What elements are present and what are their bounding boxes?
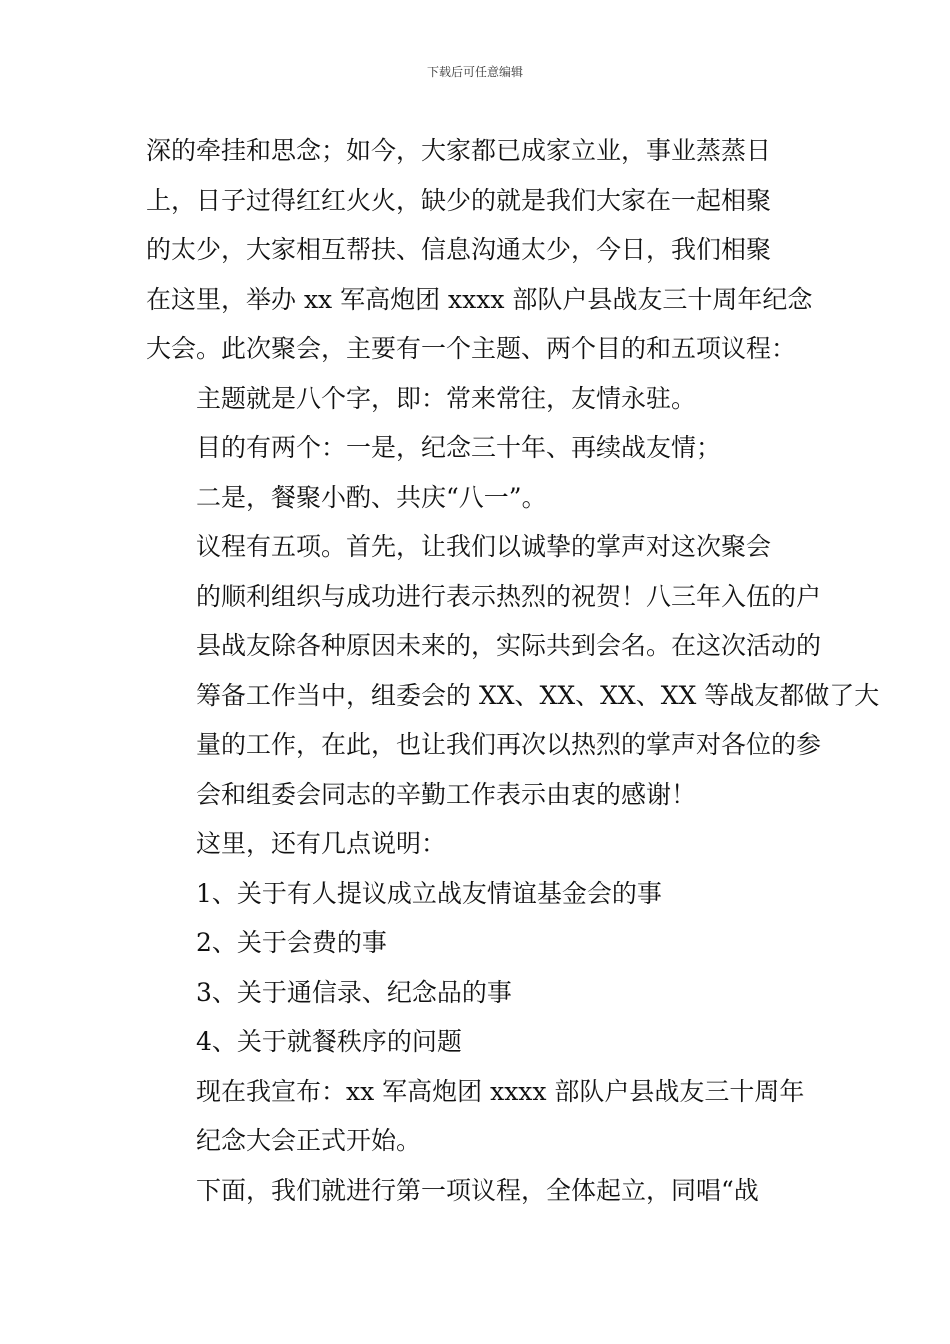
- list-item-2: [146, 918, 808, 968]
- paragraph-announcement: [146, 1067, 808, 1166]
- text-line: 下面，我们就进行第一项议程，全体起立，同唱“战: [196, 1175, 759, 1205]
- paragraph-purpose-one: [146, 423, 808, 473]
- text-line: 3、关于通信录、纪念品的事: [196, 977, 512, 1007]
- paragraph-first-agenda: [146, 1166, 808, 1216]
- text-line: 的太少，大家相互帮扶、信息沟通太少，今日，我们相聚: [146, 235, 772, 264]
- text-line: 的顺利组织与成功进行表示热烈的祝贺！八三年入伍的户: [196, 581, 822, 611]
- text-line: 纪念大会正式开始。: [196, 1126, 422, 1155]
- paragraph-agenda: [146, 522, 880, 819]
- text-line: 目的有两个：一是，纪念三十年、再续战友情；: [196, 433, 722, 462]
- text-line: 主题就是八个字，即：常来常往，友情永驻。: [196, 383, 697, 413]
- text-line: 县战友除各种原因未来的，实际共到会名。在这次活动的: [196, 631, 822, 660]
- text-line: 议程有五项。首先，让我们以诚挚的掌声对这次聚会: [196, 532, 772, 561]
- list-item-4: [146, 1017, 808, 1067]
- text-line: 1、关于有人提议成立战友情谊基金会的事: [196, 878, 662, 908]
- text-line: 会和组委会同志的辛勤工作表示由衷的感谢！: [196, 779, 697, 809]
- paragraph-notes-intro: [146, 819, 808, 869]
- text-line: 2、关于会费的事: [196, 928, 387, 957]
- text-line: 4、关于就餐秩序的问题: [196, 1027, 462, 1056]
- text-line: 大会。此次聚会，主要有一个主题、两个目的和五项议程：: [146, 334, 797, 363]
- list-item-3: [146, 968, 808, 1018]
- text-line: 现在我宣布：xx 军高炮团 xxxx 部队户县战友三十周年: [196, 1076, 805, 1106]
- text-line: 筹备工作当中，组委会的 XX、XX、XX、XX 等战友都做了大: [196, 680, 880, 710]
- paragraph-continuation: [146, 126, 813, 374]
- text-line: 量的工作，在此，也让我们再次以热烈的掌声对各位的参: [196, 730, 822, 759]
- text-line: 深的牵挂和思念；如今，大家都已成家立业，事业蒸蒸日: [146, 136, 772, 165]
- text-line: 二是，餐聚小酌、共庆“八一”。: [196, 482, 547, 512]
- text-line: 这里，还有几点说明：: [196, 829, 447, 858]
- paragraph-theme: [146, 374, 808, 424]
- paragraph-purpose-two: [146, 473, 808, 523]
- text-line: 在这里，举办 xx 军高炮团 xxxx 部队户县战友三十周年纪念: [146, 284, 813, 314]
- text-line: 上，日子过得红红火火，缺少的就是我们大家在一起相聚: [146, 185, 772, 215]
- list-item-1: [146, 869, 808, 919]
- page-header-note: 下载后可任意编辑: [426, 65, 523, 79]
- document-body: [146, 126, 880, 1215]
